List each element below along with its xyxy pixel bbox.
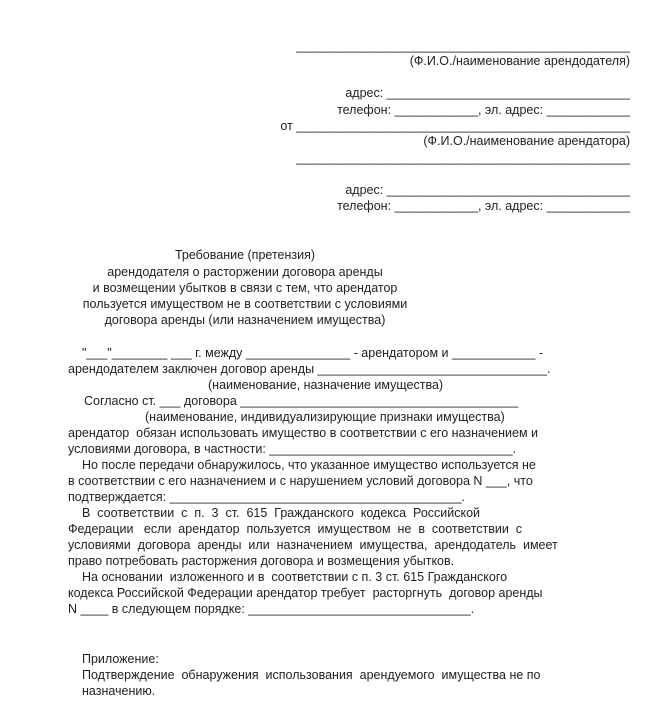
body-line: В соответствии с п. 3 ст. 615 Гражданского кодекса Российской xyxy=(82,506,481,520)
body-line: право потребовать расторжения договора и возмещения убытков. xyxy=(68,554,455,568)
tenant-from-line: от ________________________________________________ xyxy=(280,119,630,133)
body-line: арендодателем заключен договор аренды _________________________________. xyxy=(68,362,551,376)
body-line: в соответствии с его назначением и с нарушением условий договора N ___, что xyxy=(68,474,533,488)
tenant-signature-line: ________________________________________________ xyxy=(296,151,630,165)
document-title-line: Требование (претензия) xyxy=(174,248,316,262)
appendix-label: Приложение: xyxy=(82,652,159,666)
body-line: Но после передачи обнаружилось, что указанное имущество используется не xyxy=(82,458,536,472)
tenant-caption: (Ф.И.О./наименование арендатора) xyxy=(423,134,630,148)
body-line: Согласно ст. ___ договора ________________________________________ xyxy=(84,394,519,408)
body-caption: (наименование, индивидуализирующие признаки имущества) xyxy=(145,410,505,424)
landlord-phone: телефон: ____________, эл. адрес: ____________ xyxy=(337,103,630,117)
document-title-line: арендодателя о расторжении договора аренды xyxy=(107,265,383,279)
body-line: подтверждается: __________________________________________. xyxy=(68,490,466,504)
landlord-signature-line: ________________________________________________ xyxy=(296,39,630,53)
body-line: условиями договора, в частности: ___________________________________. xyxy=(68,442,517,456)
landlord-caption: (Ф.И.О./наименование арендодателя) xyxy=(409,54,630,68)
document-title-line: пользуется имуществом не в соответствии с условиями xyxy=(82,297,408,311)
tenant-address: адрес: ___________________________________ xyxy=(345,183,630,197)
document-title-line: договора аренды (или назначением имущества) xyxy=(104,313,386,327)
document-title-line: и возмещении убытков в связи с тем, что арендатор xyxy=(92,281,398,295)
body-line: На основании изложенного и в соответствии с п. 3 ст. 615 Гражданского xyxy=(82,570,508,584)
body-line: условиями договора аренды или назначением имущества, арендодатель имеет xyxy=(68,538,558,552)
tenant-phone: телефон: ____________, эл. адрес: ____________ xyxy=(337,199,630,213)
appendix-line: Подтверждение обнаружения использования арендуемого имущества не по xyxy=(82,668,541,682)
body-line: "___"________ ___ г. между _______________ - арендатором и ____________ - xyxy=(82,346,544,360)
appendix-line: назначению. xyxy=(82,684,156,698)
body-line: Федерации если арендатор пользуется имуществом не в соответствии с xyxy=(68,522,523,536)
landlord-address: адрес: ___________________________________ xyxy=(345,86,630,100)
body-line: кодекса Российской Федерации арендатор требует расторгнуть договор аренды xyxy=(68,586,543,600)
body-line: арендатор обязан использовать имущество в соответствии с его назначением и xyxy=(68,426,539,440)
body-line: N ____ в следующем порядке: ________________________________. xyxy=(68,602,475,616)
body-caption: (наименование, назначение имущества) xyxy=(208,378,444,392)
